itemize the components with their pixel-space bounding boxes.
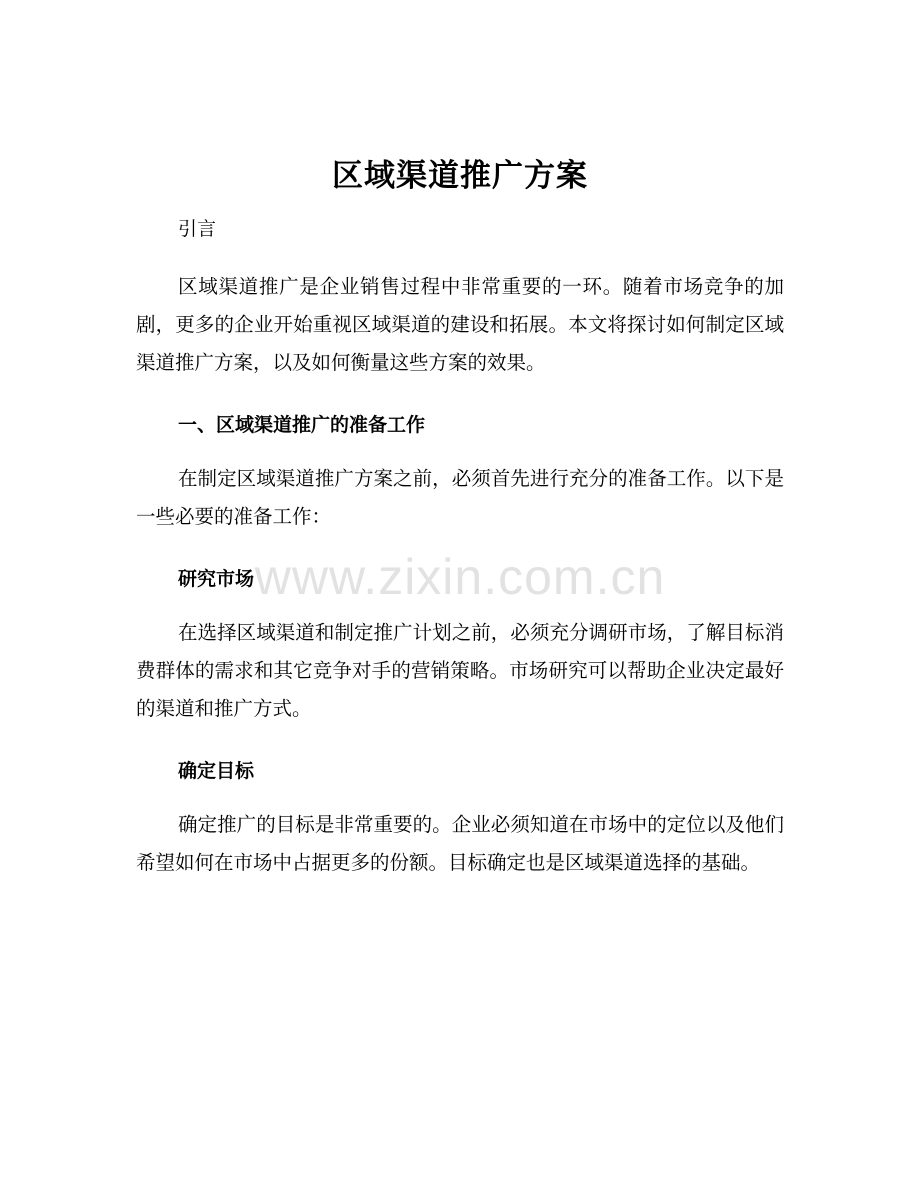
sub2-paragraph: 确定推广的目标是非常重要的。企业必须知道在市场中的定位以及他们希望如何在市场中占据更多的份额。目标确定也是区域渠道选择的基础。 [136,813,784,874]
document-title: 区域渠道推广方案 [332,158,588,194]
document-body [136,150,784,882]
section1-heading: 一、区域渠道推广的准备工作 [178,414,426,436]
section1-paragraph: 在制定区域渠道推广方案之前，必须首先进行充分的准备工作。以下是一些必要的准备工作： [136,467,784,528]
sub2-heading: 确定目标 [178,760,255,782]
intro-heading: 引言 [178,218,217,240]
sub1-heading: 研究市场 [178,568,255,590]
intro-paragraph: 区域渠道推广是企业销售过程中非常重要的一环。随着市场竞争的加剧，更多的企业开始重视区域渠道的建设和拓展。本文将探讨如何制定区域渠道推广方案，以及如何衡量这些方案的效果。 [136,275,784,374]
watermark-text: www.zixin.com.cn [254,549,666,605]
sub1-paragraph: 在选择区域渠道和制定推广计划之前，必须充分调研市场，了解目标消费群体的需求和其它竞争对手的营销策略。市场研究可以帮助企业决定最好的渠道和推广方式。 [136,621,784,720]
